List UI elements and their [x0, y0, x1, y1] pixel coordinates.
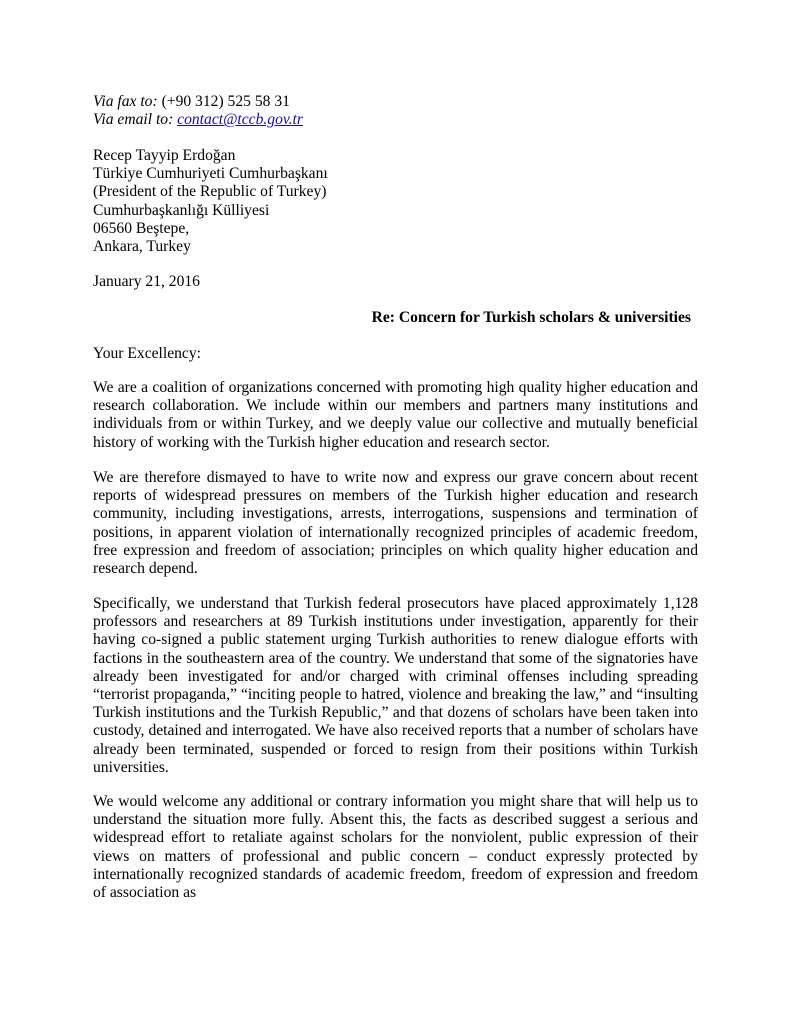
- recipient-title-translation: (President of the Republic of Turkey): [93, 183, 327, 201]
- body-paragraph-2: We are therefore dismayed to have to write now and express our grave concern about recent reports of widespread pressures on members of the Turkish higher education and research community, including investigations, arrests, interrogations, suspensions and termination of positions, in apparent violation of internationally recognized principles of academic freedom, free expression and freedom of association; principles on which quality higher education and research depend.: [93, 469, 698, 578]
- salutation: [93, 345, 698, 363]
- salutation-text: Your Excellency:: [93, 345, 201, 362]
- subject-line: Re: Concern for Turkish scholars & universities: [371, 309, 691, 326]
- recipient-name: Recep Tayyip Erdoğan: [93, 147, 236, 164]
- email-link[interactable]: contact@tccb.gov.tr: [177, 111, 303, 129]
- transmission-details: [93, 93, 698, 129]
- date-text: January 21, 2016: [93, 273, 200, 290]
- email-line: [93, 111, 698, 129]
- letter-date: [93, 273, 698, 291]
- recipient-title: Türkiye Cumhuriyeti Cumhurbaşkanı: [93, 165, 328, 183]
- email-label: Via email to:: [93, 111, 174, 129]
- fax-label: Via fax to:: [93, 93, 158, 110]
- recipient-address: [93, 147, 698, 256]
- fax-line: [93, 93, 698, 111]
- recipient-city: Ankara, Turkey: [93, 238, 191, 256]
- recipient-postal: 06560 Beştepe,: [93, 219, 190, 237]
- fax-number: (+90 312) 525 58 31: [161, 93, 290, 110]
- body-paragraph-3: Specifically, we understand that Turkish federal prosecutors have placed approximately 1,128 professors and researchers at 89 Turkish institutions under investigation, apparently for their having co-signed a public statement urging Turkish authorities to renew dialogue efforts with factions in the southeastern area of the country. We understand that some of the signatories have already been investigated for and/or charged with criminal offenses including spreading “terrorist propaganda,” “inciting people to hatred, violence and breaking the law,” and “insulting Turkish institutions and the Turkish Republic,” and that dozens of scholars have been taken into custody, detained and interrogated. We have also received reports that a number of scholars have already been terminated, suspended or forced to resign from their positions within Turkish universities.: [93, 595, 698, 776]
- body-paragraph-1: We are a coalition of organizations concerned with promoting high quality higher education and research collaboration. We include within our members and partners many institutions and individuals from or within Turkey, and we deeply value our collective and mutually beneficial history of working with the Turkish higher education and research sector.: [93, 379, 698, 451]
- recipient-office: Cumhurbaşkanlığı Külliyesi: [93, 201, 270, 219]
- body-paragraph-4: We would welcome any additional or contrary information you might share that will help us to understand the situation more fully. Absent this, the facts as described suggest a serious and widespread effort to retaliate against scholars for the nonviolent, public expression of their views on matters of professional and public concern – conduct expressly protected by internationally recognized standards of academic freedom, freedom of expression and freedom of association as: [93, 793, 698, 902]
